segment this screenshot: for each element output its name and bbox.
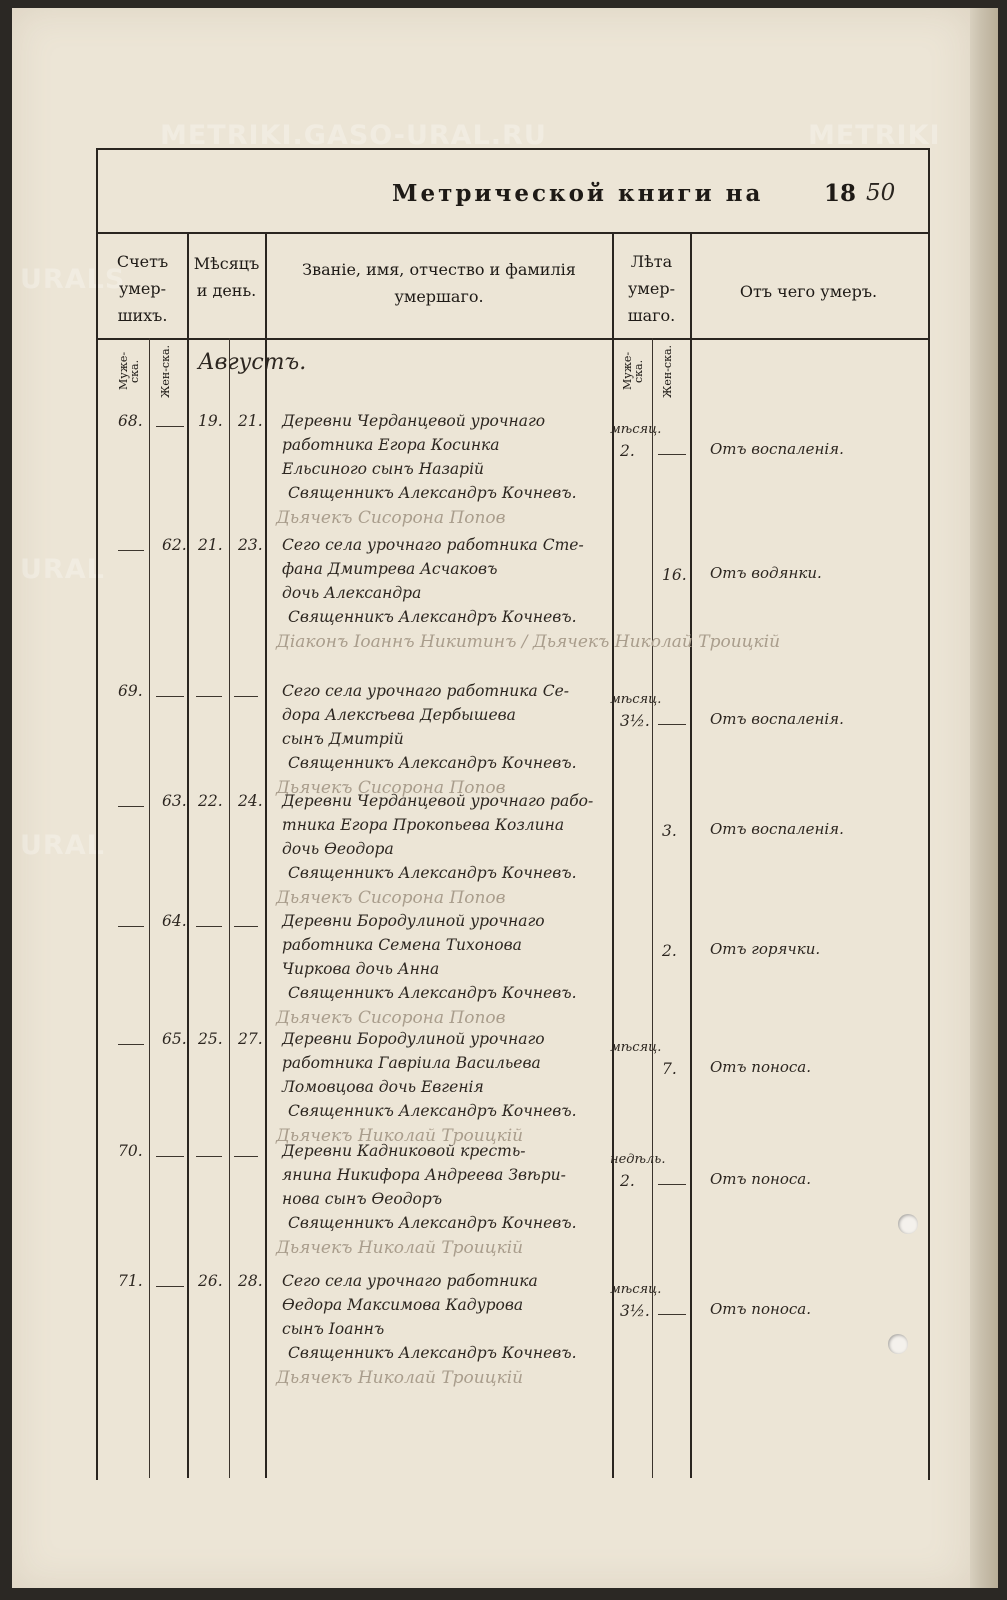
blank-dash <box>234 696 258 697</box>
entry-text-line: Сего села урочнаго работника <box>282 1272 538 1290</box>
sub-female-age: Жен-ска. <box>661 344 674 398</box>
sub-rule <box>229 338 230 1478</box>
watermark: URAL <box>20 830 105 861</box>
blank-dash <box>118 806 144 807</box>
header-age <box>613 248 690 329</box>
entry-burial-day: 24. <box>238 792 263 810</box>
entry-witness-signature: Дьячекъ Сисорона Попов <box>276 888 506 908</box>
page-edge <box>970 8 998 1588</box>
entry-burial-day: 21. <box>238 412 263 430</box>
entry-text-line: Священникъ Александръ Кочневъ. <box>288 1344 577 1362</box>
sub-rule <box>149 338 150 1478</box>
entry-text-line: сынъ Іоаннъ <box>282 1320 385 1338</box>
entry-witness-signature: Дьячекъ Николай Троицкій <box>276 1126 524 1146</box>
month-label: Августъ. <box>198 350 307 375</box>
entry-text-line: сынъ Дмитрій <box>282 730 404 748</box>
header-name-line: Званіе, имя, отчество и фамилія <box>302 260 576 279</box>
entry-cause: Отъ поноса. <box>710 1300 812 1318</box>
header-name-line: умершаго. <box>394 287 484 306</box>
entry-text-line: Деревни Черданцевой урочнаго рабо- <box>282 792 594 810</box>
entry-text-line: работника Семена Тихонова <box>282 936 522 954</box>
entry-age-male: 2. <box>620 1172 635 1190</box>
entry-text-line: Деревни Черданцевой урочнаго <box>282 412 546 430</box>
entry-text-line: Ломовцова дочь Евгенія <box>282 1078 484 1096</box>
entry-text-line: Священникъ Александръ Кочневъ. <box>288 984 577 1002</box>
entry-burial-day: 23. <box>238 536 263 554</box>
entry-witness-signature: Дьячекъ Сисорона Попов <box>276 508 506 528</box>
blank-dash <box>658 724 686 725</box>
blank-dash <box>118 550 144 551</box>
entry-text-line: нова сынъ Ѳеодоръ <box>282 1190 443 1208</box>
year-printed: 18 <box>824 180 857 207</box>
header-age-line: шаго. <box>627 306 676 325</box>
entry-cause: Отъ поноса. <box>710 1058 812 1076</box>
header-date <box>188 250 265 304</box>
blank-dash <box>196 696 222 697</box>
entry-male-number: 69. <box>118 682 143 700</box>
header-date-line: и день. <box>196 281 257 300</box>
entry-age-note: мѣсяц. <box>610 692 662 707</box>
column-rule <box>265 232 267 1478</box>
header-rule <box>96 232 930 234</box>
blank-dash <box>156 696 184 697</box>
entry-death-day: 25. <box>198 1030 223 1048</box>
entry-female-number: 65. <box>162 1030 187 1048</box>
entry-male-number: 71. <box>118 1272 143 1290</box>
entry-text-line: Ельсиного сынъ Назарій <box>282 460 485 478</box>
entry-death-day: 21. <box>198 536 223 554</box>
entry-text-line: дора Алексѣева Дербышева <box>282 706 516 724</box>
entry-text-line: работника Егора Косинка <box>282 436 500 454</box>
column-rule <box>690 232 692 1478</box>
entry-female-number: 64. <box>162 912 187 930</box>
sub-rule <box>652 338 653 1478</box>
entry-age-note: мѣсяц. <box>610 1040 662 1055</box>
entry-age-male: 3½. <box>620 712 650 730</box>
entry-female-number: 62. <box>162 536 187 554</box>
entry-burial-day: 27. <box>238 1030 263 1048</box>
header-count-line: шихъ. <box>117 306 168 325</box>
entry-text-line: фана Дмитрева Асчаковъ <box>282 560 498 578</box>
entry-age-male: 3½. <box>620 1302 650 1320</box>
entry-cause: Отъ воспаленія. <box>710 820 844 838</box>
year-handwritten: 50 <box>866 180 896 206</box>
blank-dash <box>658 1184 686 1185</box>
entry-witness-signature: Дьячекъ Николай Троицкій <box>276 1238 524 1258</box>
entry-witness-signature: Дьячекъ Сисорона Попов <box>276 778 506 798</box>
entry-witness-signature: Діаконъ Іоаннъ Никитинъ / Дьячекъ Николай Троицкій <box>276 632 781 652</box>
blank-dash <box>156 1156 184 1157</box>
entry-cause: Отъ водянки. <box>710 564 822 582</box>
entry-female-number: 63. <box>162 792 187 810</box>
punch-hole <box>888 1334 908 1354</box>
header-count <box>98 248 187 329</box>
entry-text-line: Ѳедора Максимова Кадурова <box>282 1296 524 1314</box>
watermark: URALS <box>20 264 126 295</box>
entry-age-female: 2. <box>662 942 677 960</box>
entry-text-line: Священникъ Александръ Кочневъ. <box>288 1214 577 1232</box>
entry-death-day: 19. <box>198 412 223 430</box>
entry-burial-day: 28. <box>238 1272 263 1290</box>
entry-death-day: 22. <box>198 792 223 810</box>
header-name <box>266 256 612 310</box>
column-rule <box>187 232 189 1478</box>
entry-text-line: тника Егора Прокопьева Козлина <box>282 816 565 834</box>
entry-age-note: недѣль. <box>610 1152 666 1167</box>
header-date-line: Мѣсяцъ <box>193 254 260 273</box>
watermark: METRIKI.GASO-URAL.RU <box>160 120 547 151</box>
entry-witness-signature: Дьячекъ Николай Троицкій <box>276 1368 524 1388</box>
page-title: Метрической книги на <box>392 180 764 207</box>
entry-witness-signature: Дьячекъ Сисорона Попов <box>276 1008 506 1028</box>
entry-cause: Отъ поноса. <box>710 1170 812 1188</box>
entry-age-note: мѣсяц. <box>610 1282 662 1297</box>
blank-dash <box>196 1156 222 1157</box>
entry-age-female: 7. <box>662 1060 677 1078</box>
entry-age-note: мѣсяц. <box>610 422 662 437</box>
header-age-line: умер- <box>628 279 675 298</box>
blank-dash <box>658 454 686 455</box>
entry-cause: Отъ воспаленія. <box>710 440 844 458</box>
blank-dash <box>234 1156 258 1157</box>
entry-text-line: Сего села урочнаго работника Се- <box>282 682 569 700</box>
sub-male-count: Муже-ска. <box>117 351 141 391</box>
blank-dash <box>156 426 184 427</box>
entry-text-line: Священникъ Александръ Кочневъ. <box>288 1102 577 1120</box>
blank-dash <box>658 1314 686 1315</box>
entry-cause: Отъ горячки. <box>710 940 821 958</box>
entry-text-line: работника Гавріила Васильева <box>282 1054 541 1072</box>
header-cause <box>691 278 926 305</box>
entry-text-line: Деревни Бородулиной урочнаго <box>282 1030 545 1048</box>
entry-text-line: Деревни Кадниковой кресть- <box>282 1142 526 1160</box>
entry-text-line: янина Никифора Андреева Звѣри- <box>282 1166 566 1184</box>
entry-text-line: дочь Александра <box>282 584 422 602</box>
entry-age-female: 3. <box>662 822 677 840</box>
entry-text-line: Чиркова дочь Анна <box>282 960 440 978</box>
header-age-line: Лѣта <box>630 252 673 271</box>
header-count-line: Счетъ <box>116 252 169 271</box>
entry-text-line: Священникъ Александръ Кочневъ. <box>288 864 577 882</box>
entry-text-line: Сего села урочнаго работника Сте- <box>282 536 584 554</box>
watermark: METRIKI <box>808 120 941 151</box>
punch-hole <box>898 1214 918 1234</box>
blank-dash <box>196 926 222 927</box>
entry-male-number: 70. <box>118 1142 143 1160</box>
entry-text-line: Священникъ Александръ Кочневъ. <box>288 754 577 772</box>
blank-dash <box>234 926 258 927</box>
entry-text-line: Священникъ Александръ Кочневъ. <box>288 608 577 626</box>
header-rule <box>96 338 930 340</box>
entry-death-day: 26. <box>198 1272 223 1290</box>
entry-cause: Отъ воспаленія. <box>710 710 844 728</box>
watermark: URAL <box>20 554 105 585</box>
entry-age-female: 16. <box>662 566 687 584</box>
header-cause-line: Отъ чего умеръ. <box>739 282 878 301</box>
blank-dash <box>118 926 144 927</box>
entry-text-line: дочь Ѳеодора <box>282 840 394 858</box>
sub-male-age: Муже-ска. <box>621 351 645 391</box>
entry-text-line: Священникъ Александръ Кочневъ. <box>288 484 577 502</box>
blank-dash <box>118 1044 144 1045</box>
entry-age-male: 2. <box>620 442 635 460</box>
header-count-line: умер- <box>119 279 166 298</box>
entry-text-line: Деревни Бородулиной урочнаго <box>282 912 545 930</box>
entry-male-number: 68. <box>118 412 143 430</box>
sub-female-count: Жен-ска. <box>159 344 172 398</box>
blank-dash <box>156 1286 184 1287</box>
